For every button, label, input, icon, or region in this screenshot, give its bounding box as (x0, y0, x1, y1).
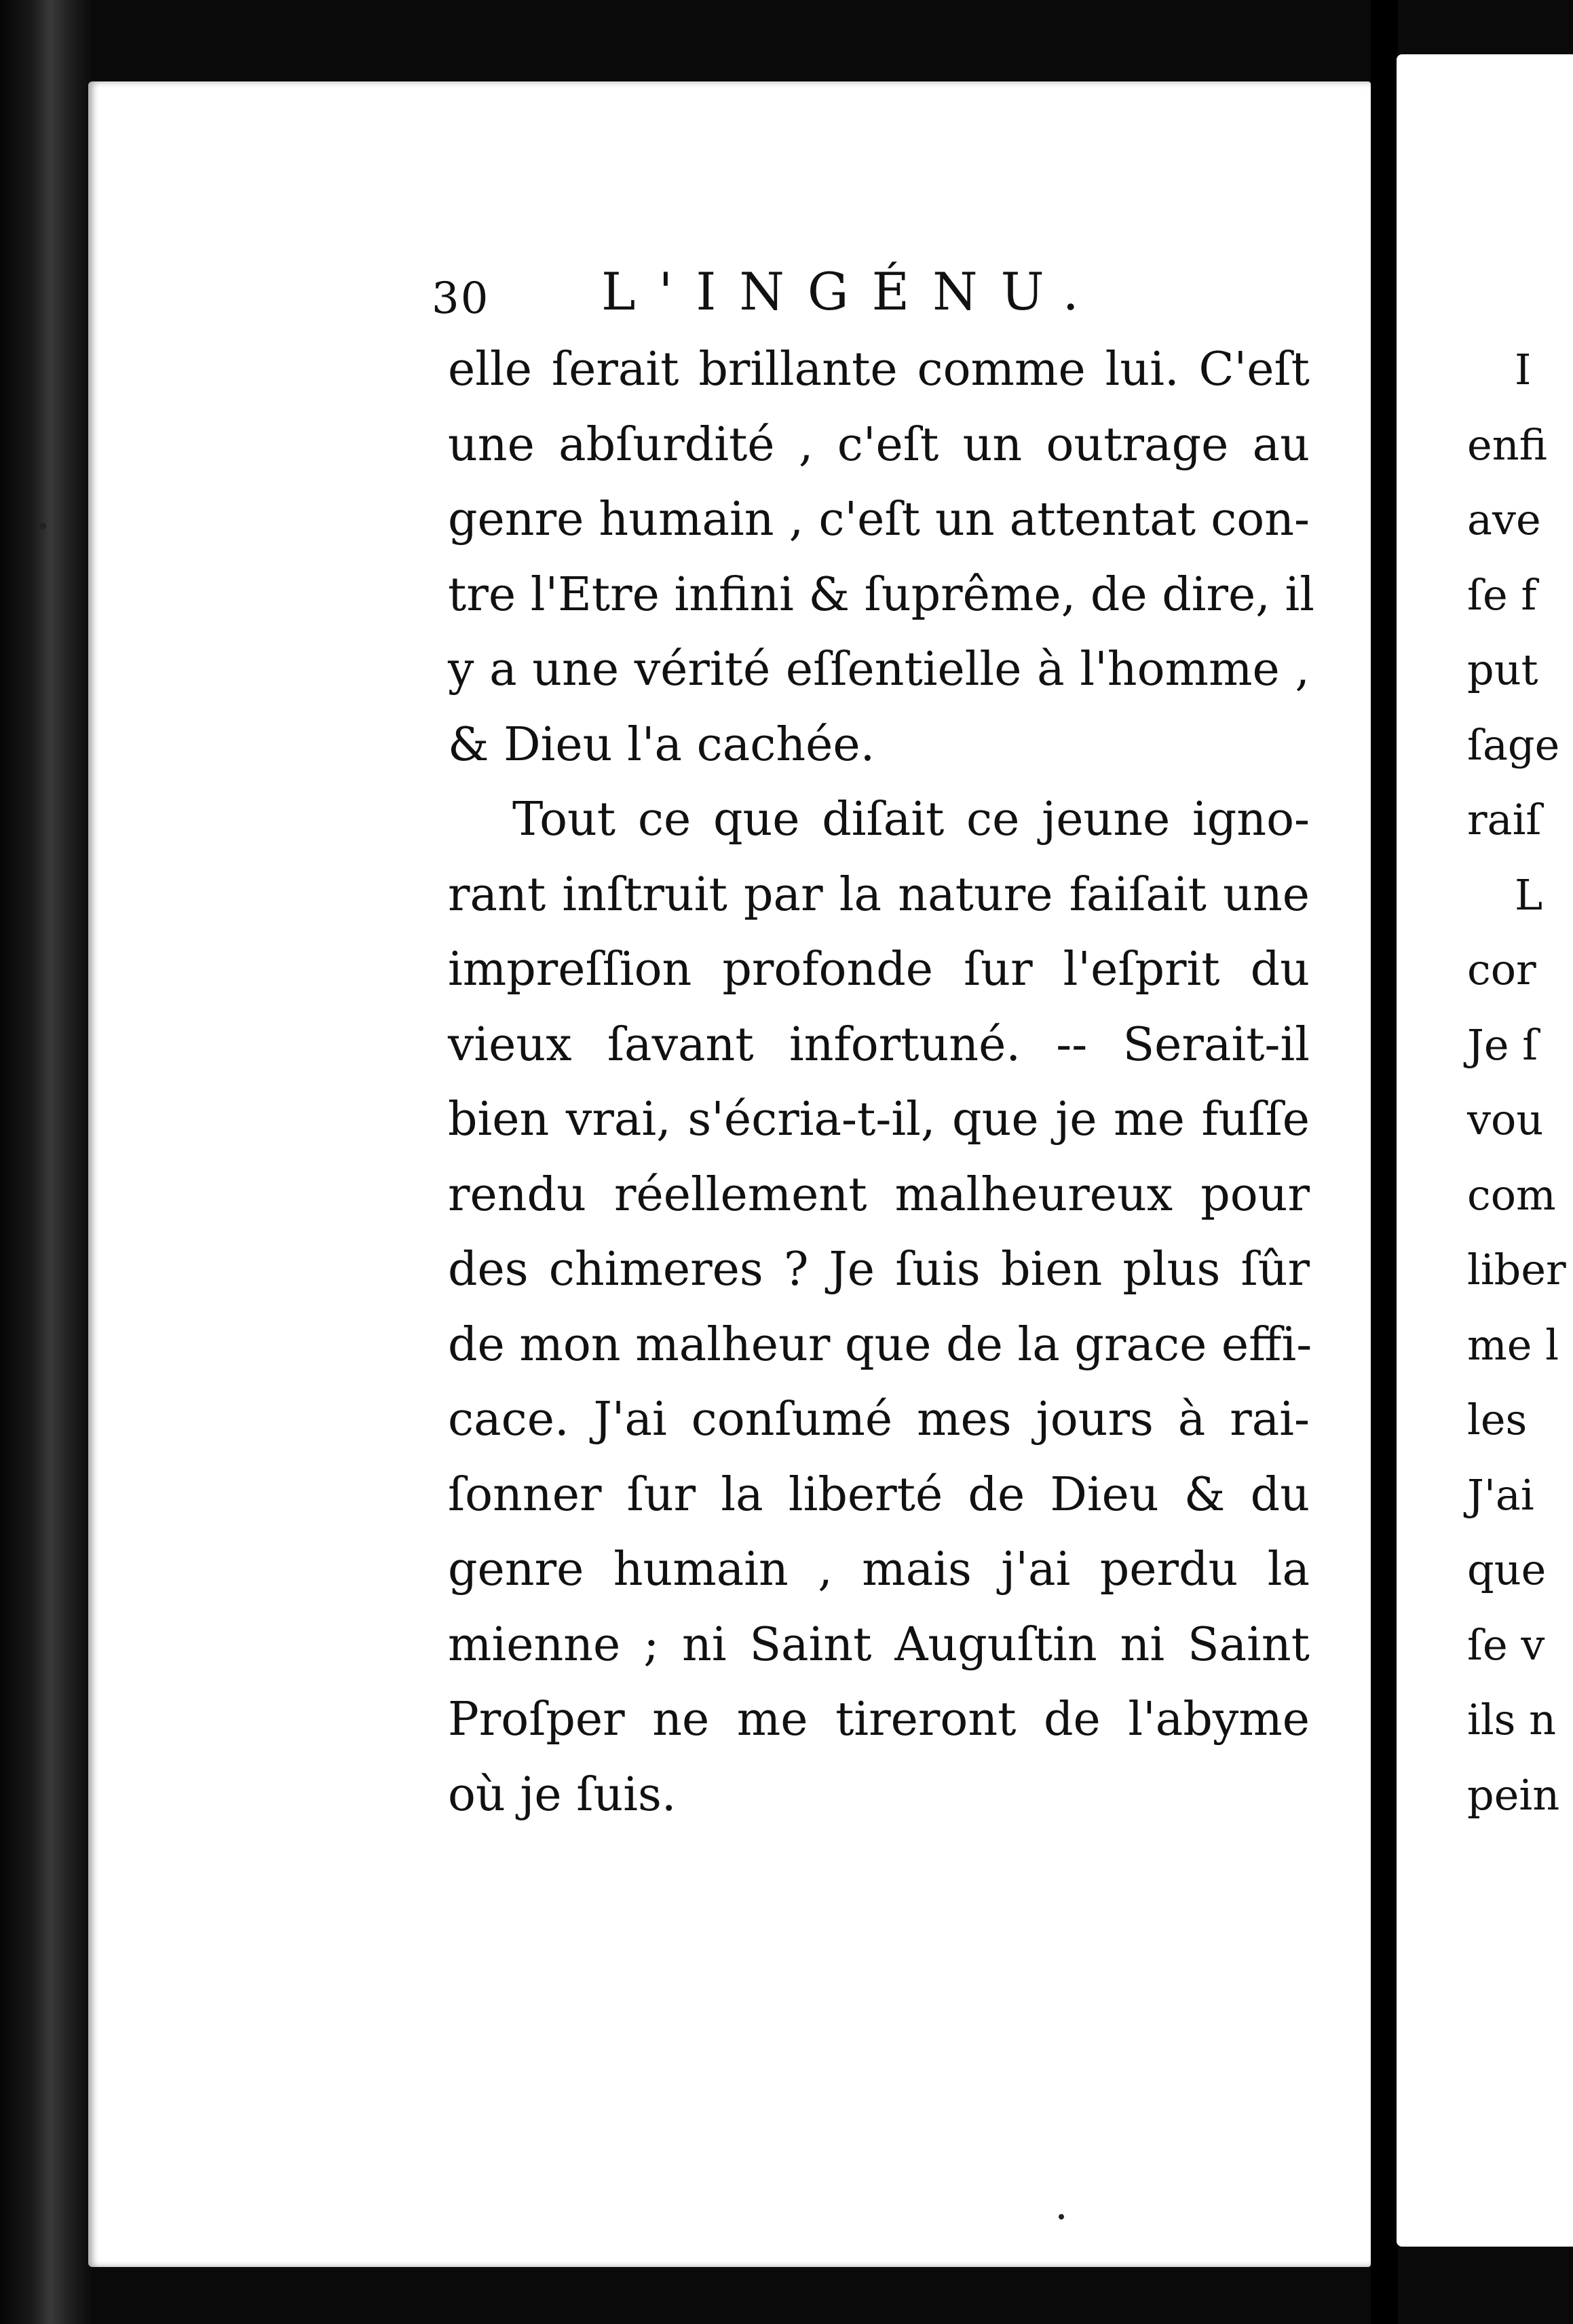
text-fragment: pein (1467, 1769, 1560, 1820)
left-page-text (448, 333, 1314, 1833)
text-line: genre humain , mais j'ai perdu la (448, 1543, 1310, 1596)
text-line: Tout ce que diſait ce jeune igno- (512, 793, 1310, 846)
text-fragment: L (1515, 869, 1543, 920)
text-fragment: cor (1467, 945, 1536, 994)
text-fragment: ils n (1467, 1695, 1557, 1744)
running-title: L'INGÉNU. (601, 261, 1102, 322)
text-line: bien vrai, s'écria-t-il, que je me fuſſe (448, 1093, 1310, 1146)
text-line: de mon malheur que de la grace effi- (448, 1317, 1312, 1372)
text-line: elle ſerait brillante comme lui. C'eſt (448, 343, 1310, 396)
text-line: rendu réellement malheureux pour (448, 1167, 1310, 1222)
speck (1059, 2214, 1064, 2219)
text-fragment: que (1467, 1545, 1547, 1594)
page-header (432, 261, 1314, 336)
text-line: Proſper ne me tireront de l'abyme (448, 1693, 1310, 1746)
text-fragment: ſage (1467, 719, 1560, 770)
text-line: genre humain , c'eſt un attentat con- (448, 493, 1310, 546)
binding-edge (0, 0, 92, 2324)
text-fragment: enfi (1467, 419, 1547, 470)
gutter (1371, 0, 1398, 2324)
right-page-text (1467, 333, 1566, 1833)
page-number: 30 (432, 274, 490, 324)
text-fragment: ave (1467, 495, 1541, 544)
text-fragment: I (1515, 345, 1532, 394)
text-line: cace. J'ai conſumé mes jours à rai- (448, 1393, 1310, 1446)
text-fragment: Je ſ (1467, 1019, 1538, 1070)
text-line: des chimeres ? Je ſuis bien plus ſûr (448, 1243, 1310, 1296)
text-line: impreſſion profonde ſur l'eſprit du (448, 943, 1310, 996)
text-line: une abſurdité , c'eſt un outrage au (448, 417, 1310, 472)
text-fragment: put (1467, 645, 1538, 694)
text-fragment: les (1467, 1395, 1528, 1444)
text-fragment: raiſ (1467, 795, 1542, 844)
text-fragment: com (1467, 1169, 1556, 1220)
text-fragment: J'ai (1467, 1469, 1534, 1520)
text-line: & Dieu l'a cachée. (448, 717, 875, 772)
text-line: rant inſtruit par la nature faiſait une (448, 867, 1310, 922)
speck (39, 523, 46, 529)
text-line: tre l'Etre infini & ſuprême, de dire, il (448, 567, 1314, 622)
text-line: où je ſuis. (448, 1767, 677, 1822)
text-line: mienne ; ni Saint Auguſtin ni Saint (448, 1617, 1310, 1672)
text-fragment: vou (1467, 1095, 1544, 1144)
text-line: vieux ſavant infortuné. -- Serait-il (448, 1017, 1310, 1072)
text-line: y a une vérité eſſentielle à l'homme , (448, 643, 1310, 696)
text-line: ſonner ſur la liberté de Dieu & du (448, 1467, 1310, 1522)
text-fragment: ſe f (1467, 569, 1537, 620)
text-fragment: me l (1467, 1319, 1559, 1370)
text-fragment: ſe v (1467, 1619, 1545, 1670)
text-fragment: liber (1467, 1245, 1566, 1294)
